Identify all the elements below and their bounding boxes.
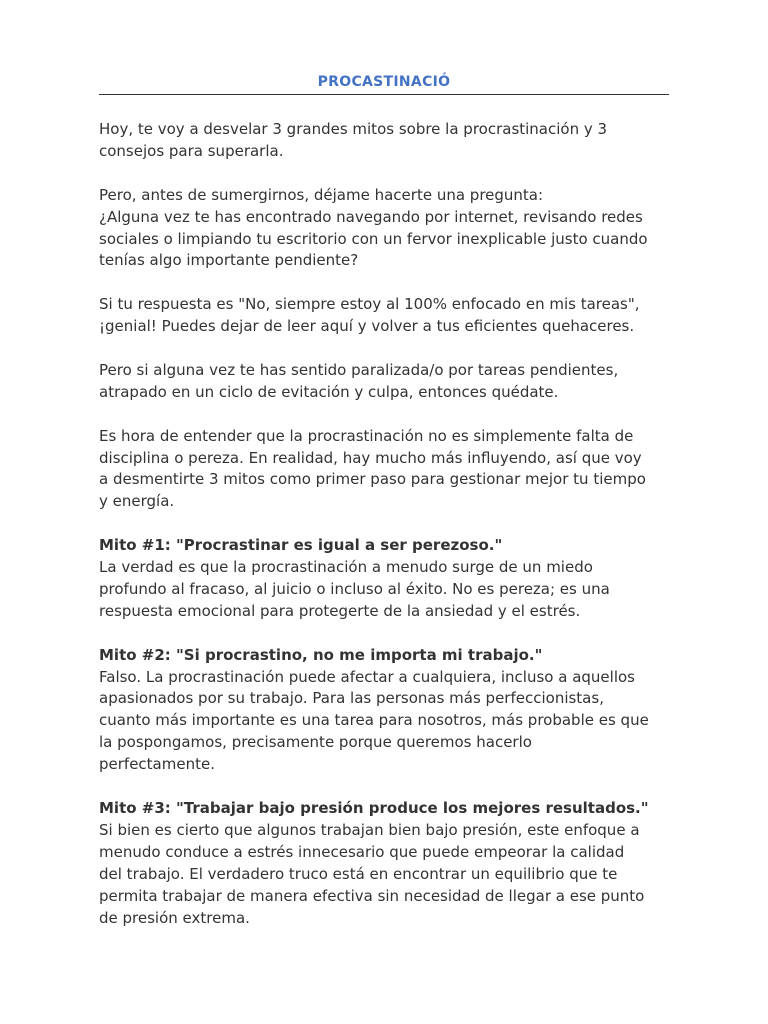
text-line: Hoy, te voy a desvelar 3 grandes mitos sobre la procrastinación y 3 [99, 120, 608, 138]
text-line: tenías algo importante pendiente? [99, 251, 359, 270]
myth-heading: Mito #1: "Procrastinar es igual a ser perezoso." [99, 536, 503, 555]
myth-3 [99, 798, 669, 929]
text-line: atrapado en un ciclo de evitación y culpa, entonces quédate. [99, 382, 559, 401]
text-line: a desmentirte 3 mitos como primer paso para gestionar mejor tu tiempo [99, 470, 646, 489]
text-line: profundo al fracaso, al juicio o incluso al éxito. No es pereza; es una [99, 579, 610, 598]
text-line: Si tu respuesta es "No, siempre estoy al 100% enfocado en mis tareas", [99, 295, 640, 314]
text-line: ¡genial! Puedes dejar de leer aquí y volver a tus eficientes quehaceres. [99, 317, 635, 336]
text-line: Si bien es cierto que algunos trabajan bien bajo presión, este enfoque a [99, 820, 640, 839]
text-line: perfectamente. [99, 755, 215, 774]
text-line: Pero si alguna vez te has sentido paralizada/o por tareas pendientes, [99, 360, 619, 379]
text-line: consejos para superarla. [99, 141, 284, 160]
paragraph-stay [99, 360, 669, 404]
myth-2 [99, 645, 669, 776]
text-line: apasionados por su trabajo. Para las personas más perfeccionistas, [99, 689, 604, 708]
paragraph-question [99, 185, 669, 273]
text-line: menudo conduce a estrés innecesario que puede empeorar la calidad [99, 842, 625, 861]
text-line: del trabajo. El verdadero truco está en encontrar un equilibrio que te [99, 864, 618, 883]
title-underline [99, 94, 669, 95]
text-line: permita trabajar de manera efectiva sin necesidad de llegar a ese punto [99, 886, 645, 905]
myth-heading: Mito #2: "Si procrastino, no me importa mi trabajo." [99, 645, 543, 664]
myth-1 [99, 535, 669, 623]
text-line: de presión extrema. [99, 908, 250, 927]
paragraph-answer [99, 294, 669, 338]
text-line: sociales o limpiando tu escritorio con un fervor inexplicable justo cuando [99, 229, 648, 248]
text-line: ¿Alguna vez te has encontrado navegando por internet, revisando redes [99, 207, 643, 226]
text-line: respuesta emocional para protegerte de la ansiedad y el estrés. [99, 601, 581, 620]
text-line: Es hora de entender que la procrastinación no es simplemente falta de [99, 426, 634, 445]
paragraph-intro [99, 119, 669, 163]
myth-heading: Mito #3: "Trabajar bajo presión produce los mejores resultados." [99, 798, 649, 817]
document-body [99, 119, 669, 951]
text-line: La verdad es que la procrastinación a menudo surge de un miedo [99, 558, 593, 577]
text-line: disciplina o pereza. En realidad, hay mucho más influyendo, así que voy [99, 448, 642, 467]
text-line: Falso. La procrastinación puede afectar a cualquiera, incluso a aquellos [99, 667, 635, 686]
text-line: y energía. [99, 492, 175, 511]
paragraph-myths-intro [99, 426, 669, 514]
text-line: Pero, antes de sumergirnos, déjame hacerte una pregunta: [99, 185, 544, 204]
text-line: cuanto más importante es una tarea para nosotros, más probable es que [99, 711, 649, 730]
document-title: PROCASTINACIÓ [317, 74, 451, 90]
text-line: la pospongamos, precisamente porque queremos hacerlo [99, 733, 532, 752]
